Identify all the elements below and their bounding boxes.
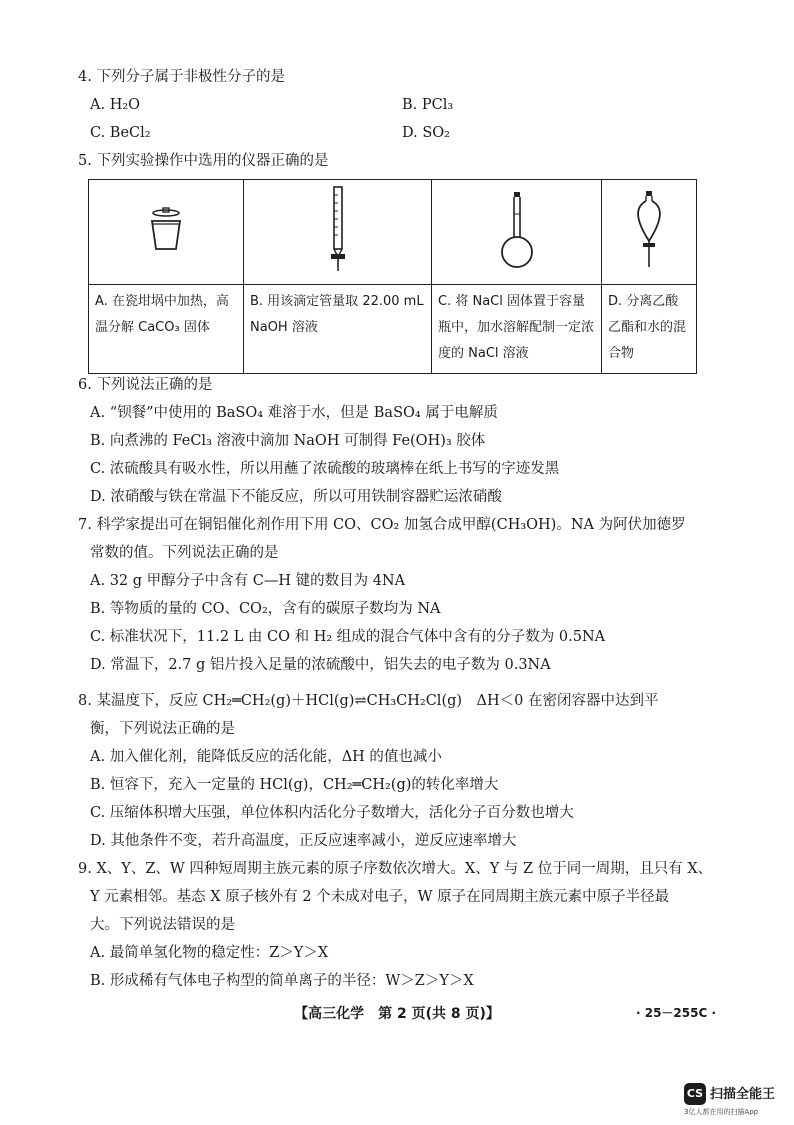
q8-option-c: C. 压缩体积增大压强，单位体积内活化分子数增大，活化分子百分数也增大	[90, 805, 574, 821]
q5-cell-d-image	[602, 180, 697, 285]
burette-icon	[323, 185, 353, 275]
crucible-icon	[146, 207, 186, 253]
q5-apparatus-table	[88, 179, 697, 374]
q6-option-a: A. “钡餐”中使用的 BaSO₄ 难溶于水，但是 BaSO₄ 属于电解质	[90, 405, 498, 421]
q6-option-d: D. 浓硝酸与铁在常温下不能反应，所以可用铁制容器贮运浓硝酸	[90, 489, 502, 505]
q7-option-c: C. 标准状况下，11.2 L 由 CO 和 H₂ 组成的混合气体中含有的分子数为 0.5NA	[90, 629, 606, 645]
q4-option-c: C. BeCl₂	[90, 125, 151, 141]
page-footer-code: · 25－255C ·	[636, 1006, 717, 1020]
q6-option-c: C. 浓硫酸具有吸水性，所以用蘸了浓硫酸的玻璃棒在纸上书写的字迹发黑	[90, 461, 560, 477]
q6-option-b: B. 向煮沸的 FeCl₃ 溶液中滴加 NaOH 可制得 Fe(OH)₃ 胶体	[90, 433, 486, 449]
q4-option-a: A. H₂O	[90, 97, 141, 113]
q6-stem: 6. 下列说法正确的是	[78, 377, 213, 393]
q8-stem-line-1: 8. 某温度下，反应 CH₂═CH₂(g)＋HCl(g)⇌CH₃CH₂Cl(g) ΔH＜0 在密闭容器中达到平	[78, 693, 659, 709]
q9-option-b: B. 形成稀有气体电子构型的简单离子的半径：W＞Z＞Y＞X	[90, 973, 474, 989]
q9-stem-line-3: 大。下列说法错误的是	[90, 917, 235, 933]
q5-option-d: D. 分离乙酸乙酯和水的混合物	[602, 285, 697, 374]
q5-stem: 5. 下列实验操作中选用的仪器正确的是	[78, 153, 329, 169]
q8-option-d: D. 其他条件不变，若升高温度，正反应速率减小，逆反应速率增大	[90, 833, 517, 849]
q5-option-c: C. 将 NaCl 固体置于容量瓶中，加水溶解配制一定浓度的 NaCl 溶液	[432, 285, 602, 374]
q7-stem-line-1: 7. 科学家提出可在铜铝催化剂作用下用 CO、CO₂ 加氢合成甲醇(CH₃OH)。NA 为阿伏加德罗	[78, 517, 686, 533]
q9-stem-line-2: Y 元素相邻。基态 X 原子核外有 2 个未成对电子，W 原子在同周期主族元素中原子半径最	[90, 889, 670, 905]
q4-stem: 4. 下列分子属于非极性分子的是	[78, 69, 285, 85]
q8-stem-line-2: 衡，下列说法正确的是	[90, 721, 235, 737]
q5-cell-b-image	[244, 180, 432, 285]
q5-cell-a-image	[89, 180, 244, 285]
q5-cell-c-image	[432, 180, 602, 285]
volumetric-flask-icon	[497, 190, 537, 270]
camscanner-logo-icon: CS	[684, 1083, 706, 1105]
q7-option-d: D. 常温下，2.7 g 铝片投入足量的浓硫酸中，铝失去的电子数为 0.3NA	[90, 657, 551, 673]
q7-stem-line-2: 常数的值。下列说法正确的是	[90, 545, 279, 561]
q7-option-b: B. 等物质的量的 CO、CO₂，含有的碳原子数均为 NA	[90, 601, 441, 617]
q5-option-b: B. 用该滴定管量取 22.00 mL NaOH 溶液	[244, 285, 432, 374]
q4-option-b: B. PCl₃	[402, 97, 454, 113]
separatory-funnel-icon	[631, 189, 667, 271]
q9-option-a: A. 最简单氢化物的稳定性：Z＞Y＞X	[90, 945, 329, 961]
camscanner-name: 扫描全能王	[710, 1087, 776, 1102]
page-footer-title: 【高三化学 第 2 页(共 8 页)】	[294, 1006, 500, 1022]
camscanner-slogan: 3亿人都在用的扫描App	[684, 1108, 759, 1116]
q4-option-d: D. SO₂	[402, 125, 450, 141]
q8-option-b: B. 恒容下，充入一定量的 HCl(g)，CH₂═CH₂(g)的转化率增大	[90, 777, 499, 793]
q9-stem-line-1: 9. X、Y、Z、W 四种短周期主族元素的原子序数依次增大。X、Y 与 Z 位于同一周期，且只有 X、	[78, 861, 713, 877]
q5-option-a: A. 在瓷坩埚中加热，高温分解 CaCO₃ 固体	[89, 285, 244, 374]
q8-option-a: A. 加入催化剂，能降低反应的活化能，ΔH 的值也减小	[90, 749, 442, 765]
q7-option-a: A. 32 g 甲醇分子中含有 C—H 键的数目为 4NA	[90, 573, 406, 589]
